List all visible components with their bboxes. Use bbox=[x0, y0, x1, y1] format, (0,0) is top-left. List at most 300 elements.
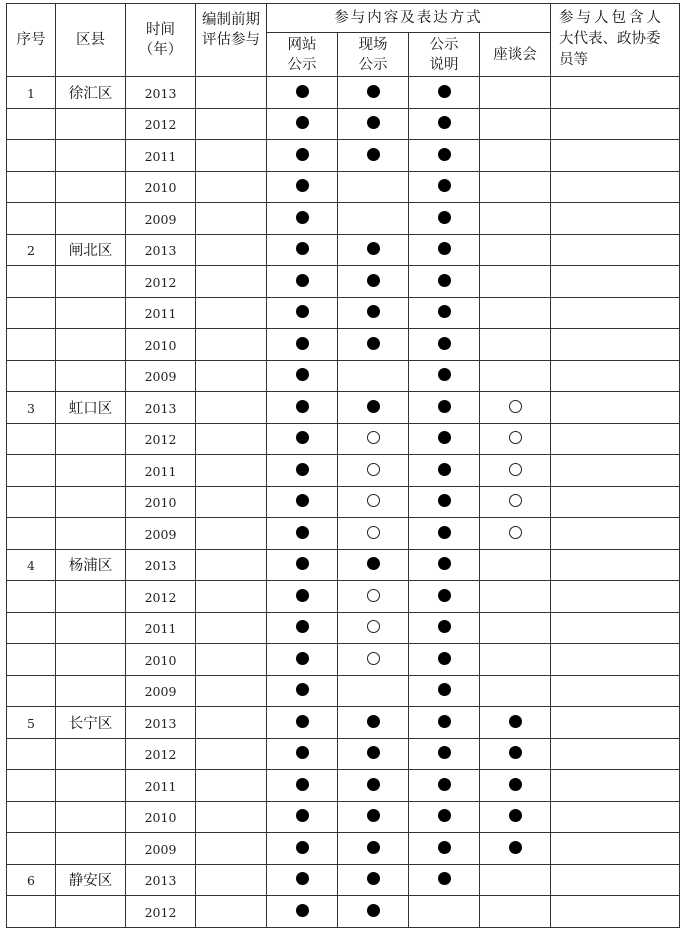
cell-forum bbox=[480, 455, 551, 487]
cell-district bbox=[56, 203, 126, 235]
cell-prelim bbox=[196, 329, 267, 361]
filled-circle-icon bbox=[509, 841, 522, 854]
filled-circle-icon bbox=[438, 305, 451, 318]
cell-website bbox=[267, 392, 338, 424]
cell-forum bbox=[480, 864, 551, 896]
cell-explain bbox=[409, 675, 480, 707]
filled-circle-icon bbox=[438, 211, 451, 224]
header-prelim bbox=[196, 4, 267, 77]
filled-circle-icon bbox=[509, 746, 522, 759]
cell-year-text: 2009 bbox=[144, 684, 177, 700]
table-row bbox=[7, 864, 680, 896]
filled-circle-icon bbox=[296, 557, 309, 570]
cell-website bbox=[267, 612, 338, 644]
cell-district bbox=[56, 675, 126, 707]
cell-seq-text: 1 bbox=[27, 85, 35, 101]
cell-seq bbox=[7, 896, 56, 928]
table-row bbox=[7, 392, 680, 424]
cell-year bbox=[126, 455, 196, 487]
table-row bbox=[7, 549, 680, 581]
filled-circle-icon bbox=[509, 809, 522, 822]
table-row bbox=[7, 581, 680, 613]
cell-website bbox=[267, 140, 338, 172]
cell-seq bbox=[7, 455, 56, 487]
cell-people bbox=[551, 203, 680, 235]
cell-website bbox=[267, 108, 338, 140]
cell-website bbox=[267, 297, 338, 329]
table-body bbox=[7, 77, 680, 928]
filled-circle-icon bbox=[367, 400, 380, 413]
cell-explain bbox=[409, 108, 480, 140]
cell-seq bbox=[7, 770, 56, 802]
cell-district bbox=[56, 770, 126, 802]
cell-explain bbox=[409, 486, 480, 518]
filled-circle-icon bbox=[296, 116, 309, 129]
cell-onsite bbox=[338, 329, 409, 361]
header-district: 区县 bbox=[56, 4, 126, 77]
cell-district-text: 长宁区 bbox=[68, 715, 113, 732]
filled-circle-icon bbox=[438, 746, 451, 759]
cell-people bbox=[551, 896, 680, 928]
cell-people bbox=[551, 581, 680, 613]
filled-circle-icon bbox=[296, 841, 309, 854]
cell-onsite bbox=[338, 266, 409, 298]
table-row bbox=[7, 738, 680, 770]
hollow-circle-icon bbox=[509, 463, 522, 476]
cell-explain bbox=[409, 423, 480, 455]
cell-year-text: 2011 bbox=[144, 463, 177, 479]
cell-forum bbox=[480, 675, 551, 707]
cell-explain bbox=[409, 707, 480, 739]
cell-onsite bbox=[338, 675, 409, 707]
cell-prelim bbox=[196, 644, 267, 676]
filled-circle-icon bbox=[296, 211, 309, 224]
cell-prelim bbox=[196, 581, 267, 613]
cell-people bbox=[551, 675, 680, 707]
cell-seq bbox=[7, 140, 56, 172]
cell-explain bbox=[409, 549, 480, 581]
table-row bbox=[7, 486, 680, 518]
cell-seq bbox=[7, 675, 56, 707]
cell-forum bbox=[480, 108, 551, 140]
cell-year bbox=[126, 770, 196, 802]
filled-circle-icon bbox=[296, 620, 309, 633]
cell-onsite bbox=[338, 392, 409, 424]
cell-explain bbox=[409, 738, 480, 770]
cell-prelim bbox=[196, 171, 267, 203]
table-row bbox=[7, 329, 680, 361]
hollow-circle-icon bbox=[509, 400, 522, 413]
cell-explain bbox=[409, 455, 480, 487]
cell-website bbox=[267, 581, 338, 613]
cell-explain bbox=[409, 360, 480, 392]
cell-year bbox=[126, 486, 196, 518]
cell-onsite bbox=[338, 423, 409, 455]
filled-circle-icon bbox=[509, 715, 522, 728]
cell-prelim bbox=[196, 486, 267, 518]
cell-year bbox=[126, 801, 196, 833]
table-row bbox=[7, 770, 680, 802]
cell-explain bbox=[409, 234, 480, 266]
cell-year bbox=[126, 360, 196, 392]
hollow-circle-icon bbox=[367, 652, 380, 665]
cell-district bbox=[56, 707, 126, 739]
cell-year bbox=[126, 644, 196, 676]
cell-year bbox=[126, 108, 196, 140]
cell-website bbox=[267, 329, 338, 361]
cell-people bbox=[551, 801, 680, 833]
header-onsite-line1: 现场 bbox=[358, 36, 388, 53]
cell-prelim bbox=[196, 203, 267, 235]
cell-year-text: 2012 bbox=[144, 117, 177, 133]
cell-year bbox=[126, 707, 196, 739]
cell-district bbox=[56, 329, 126, 361]
filled-circle-icon bbox=[296, 148, 309, 161]
cell-forum bbox=[480, 801, 551, 833]
cell-district bbox=[56, 77, 126, 109]
cell-prelim bbox=[196, 833, 267, 865]
cell-district bbox=[56, 266, 126, 298]
filled-circle-icon bbox=[367, 841, 380, 854]
filled-circle-icon bbox=[438, 683, 451, 696]
cell-seq bbox=[7, 581, 56, 613]
filled-circle-icon bbox=[438, 557, 451, 570]
table-row bbox=[7, 203, 680, 235]
cell-year-text: 2011 bbox=[144, 778, 177, 794]
table-row bbox=[7, 833, 680, 865]
cell-website bbox=[267, 423, 338, 455]
header-people-line3: 员等 bbox=[559, 52, 588, 68]
cell-people bbox=[551, 707, 680, 739]
filled-circle-icon bbox=[367, 305, 380, 318]
cell-district bbox=[56, 234, 126, 266]
header-time-line1: 时间 bbox=[146, 22, 175, 38]
cell-seq bbox=[7, 203, 56, 235]
cell-people bbox=[551, 455, 680, 487]
cell-forum bbox=[480, 738, 551, 770]
filled-circle-icon bbox=[438, 337, 451, 350]
cell-seq bbox=[7, 644, 56, 676]
cell-district-text: 杨浦区 bbox=[68, 558, 113, 575]
filled-circle-icon bbox=[367, 85, 380, 98]
cell-prelim bbox=[196, 360, 267, 392]
cell-prelim bbox=[196, 675, 267, 707]
filled-circle-icon bbox=[296, 652, 309, 665]
filled-circle-icon bbox=[438, 778, 451, 791]
cell-year-text: 2010 bbox=[144, 337, 177, 353]
hollow-circle-icon bbox=[509, 431, 522, 444]
cell-seq bbox=[7, 549, 56, 581]
filled-circle-icon bbox=[438, 368, 451, 381]
cell-seq bbox=[7, 77, 56, 109]
cell-forum bbox=[480, 581, 551, 613]
cell-prelim bbox=[196, 864, 267, 896]
cell-website bbox=[267, 77, 338, 109]
cell-website bbox=[267, 486, 338, 518]
cell-seq-text: 2 bbox=[27, 243, 35, 259]
cell-year bbox=[126, 675, 196, 707]
filled-circle-icon bbox=[296, 715, 309, 728]
cell-year-text: 2009 bbox=[144, 369, 177, 385]
cell-website bbox=[267, 833, 338, 865]
cell-website bbox=[267, 360, 338, 392]
header-explain-line1: 公示 bbox=[429, 36, 459, 53]
cell-district-text: 虹口区 bbox=[68, 400, 113, 417]
filled-circle-icon bbox=[438, 652, 451, 665]
header-people-line1: 参与人包含人 bbox=[559, 10, 664, 26]
cell-year bbox=[126, 392, 196, 424]
cell-district bbox=[56, 140, 126, 172]
table-row bbox=[7, 612, 680, 644]
cell-year bbox=[126, 423, 196, 455]
cell-year bbox=[126, 266, 196, 298]
filled-circle-icon bbox=[296, 368, 309, 381]
cell-district-text: 闸北区 bbox=[68, 243, 113, 260]
cell-people bbox=[551, 864, 680, 896]
cell-onsite bbox=[338, 644, 409, 676]
filled-circle-icon bbox=[438, 841, 451, 854]
cell-district bbox=[56, 423, 126, 455]
cell-district bbox=[56, 612, 126, 644]
cell-year-text: 2012 bbox=[144, 274, 177, 290]
cell-district bbox=[56, 486, 126, 518]
table-row bbox=[7, 234, 680, 266]
cell-year-text: 2012 bbox=[144, 589, 177, 605]
cell-website bbox=[267, 801, 338, 833]
cell-people bbox=[551, 833, 680, 865]
cell-district bbox=[56, 455, 126, 487]
cell-onsite bbox=[338, 360, 409, 392]
cell-onsite bbox=[338, 108, 409, 140]
cell-year bbox=[126, 896, 196, 928]
cell-prelim bbox=[196, 518, 267, 550]
cell-onsite bbox=[338, 896, 409, 928]
cell-seq-text: 6 bbox=[27, 873, 35, 889]
cell-forum bbox=[480, 392, 551, 424]
table-row bbox=[7, 423, 680, 455]
cell-seq bbox=[7, 423, 56, 455]
cell-year-text: 2009 bbox=[144, 841, 177, 857]
cell-district bbox=[56, 896, 126, 928]
filled-circle-icon bbox=[438, 589, 451, 602]
cell-district bbox=[56, 297, 126, 329]
cell-year-text: 2010 bbox=[144, 495, 177, 511]
cell-onsite bbox=[338, 234, 409, 266]
cell-year-text: 2012 bbox=[144, 904, 177, 920]
cell-people bbox=[551, 234, 680, 266]
filled-circle-icon bbox=[367, 872, 380, 885]
cell-onsite bbox=[338, 171, 409, 203]
table-row bbox=[7, 801, 680, 833]
cell-forum bbox=[480, 833, 551, 865]
cell-onsite bbox=[338, 864, 409, 896]
cell-district bbox=[56, 801, 126, 833]
cell-prelim bbox=[196, 612, 267, 644]
cell-onsite bbox=[338, 140, 409, 172]
cell-onsite bbox=[338, 549, 409, 581]
filled-circle-icon bbox=[296, 274, 309, 287]
cell-year-text: 2010 bbox=[144, 180, 177, 196]
filled-circle-icon bbox=[438, 148, 451, 161]
filled-circle-icon bbox=[367, 274, 380, 287]
cell-people bbox=[551, 549, 680, 581]
cell-prelim bbox=[196, 423, 267, 455]
cell-district bbox=[56, 864, 126, 896]
cell-seq bbox=[7, 864, 56, 896]
cell-website bbox=[267, 738, 338, 770]
cell-district bbox=[56, 518, 126, 550]
cell-year-text: 2012 bbox=[144, 432, 177, 448]
header-website-line1: 网站 bbox=[287, 36, 317, 53]
filled-circle-icon bbox=[296, 400, 309, 413]
cell-website bbox=[267, 707, 338, 739]
cell-onsite bbox=[338, 707, 409, 739]
filled-circle-icon bbox=[367, 746, 380, 759]
cell-year-text: 2012 bbox=[144, 747, 177, 763]
cell-seq bbox=[7, 392, 56, 424]
cell-district bbox=[56, 581, 126, 613]
cell-year-text: 2013 bbox=[144, 243, 177, 259]
hollow-circle-icon bbox=[367, 620, 380, 633]
cell-explain bbox=[409, 77, 480, 109]
cell-forum bbox=[480, 234, 551, 266]
header-time-line2: （年） bbox=[138, 42, 183, 58]
cell-prelim bbox=[196, 707, 267, 739]
cell-people bbox=[551, 77, 680, 109]
cell-year bbox=[126, 234, 196, 266]
cell-prelim bbox=[196, 234, 267, 266]
cell-year-text: 2013 bbox=[144, 400, 177, 416]
cell-website bbox=[267, 234, 338, 266]
cell-seq bbox=[7, 171, 56, 203]
cell-explain bbox=[409, 833, 480, 865]
filled-circle-icon bbox=[438, 526, 451, 539]
cell-forum bbox=[480, 140, 551, 172]
cell-forum bbox=[480, 549, 551, 581]
table-row bbox=[7, 644, 680, 676]
filled-circle-icon bbox=[367, 116, 380, 129]
cell-people bbox=[551, 612, 680, 644]
cell-district bbox=[56, 108, 126, 140]
cell-forum bbox=[480, 203, 551, 235]
cell-seq bbox=[7, 486, 56, 518]
cell-explain bbox=[409, 329, 480, 361]
cell-forum bbox=[480, 77, 551, 109]
cell-people bbox=[551, 770, 680, 802]
table-row bbox=[7, 675, 680, 707]
cell-people bbox=[551, 140, 680, 172]
filled-circle-icon bbox=[438, 179, 451, 192]
cell-prelim bbox=[196, 77, 267, 109]
cell-prelim bbox=[196, 896, 267, 928]
cell-seq bbox=[7, 833, 56, 865]
cell-people bbox=[551, 297, 680, 329]
cell-onsite bbox=[338, 612, 409, 644]
cell-prelim bbox=[196, 108, 267, 140]
cell-prelim bbox=[196, 770, 267, 802]
cell-year-text: 2011 bbox=[144, 148, 177, 164]
hollow-circle-icon bbox=[509, 494, 522, 507]
cell-website bbox=[267, 549, 338, 581]
header-onsite bbox=[338, 33, 409, 77]
cell-seq bbox=[7, 738, 56, 770]
cell-seq bbox=[7, 801, 56, 833]
cell-seq bbox=[7, 329, 56, 361]
cell-seq bbox=[7, 297, 56, 329]
filled-circle-icon bbox=[296, 683, 309, 696]
cell-people bbox=[551, 266, 680, 298]
table-header bbox=[7, 4, 680, 77]
cell-year bbox=[126, 518, 196, 550]
cell-forum bbox=[480, 612, 551, 644]
filled-circle-icon bbox=[438, 85, 451, 98]
cell-seq bbox=[7, 707, 56, 739]
cell-district bbox=[56, 738, 126, 770]
cell-website bbox=[267, 266, 338, 298]
cell-explain bbox=[409, 770, 480, 802]
cell-people bbox=[551, 171, 680, 203]
cell-explain bbox=[409, 518, 480, 550]
filled-circle-icon bbox=[438, 715, 451, 728]
filled-circle-icon bbox=[367, 904, 380, 917]
cell-forum bbox=[480, 486, 551, 518]
hollow-circle-icon bbox=[367, 431, 380, 444]
cell-year-text: 2013 bbox=[144, 715, 177, 731]
filled-circle-icon bbox=[296, 337, 309, 350]
cell-website bbox=[267, 644, 338, 676]
cell-forum bbox=[480, 423, 551, 455]
cell-prelim bbox=[196, 140, 267, 172]
filled-circle-icon bbox=[296, 904, 309, 917]
cell-year bbox=[126, 864, 196, 896]
cell-onsite bbox=[338, 581, 409, 613]
filled-circle-icon bbox=[367, 148, 380, 161]
cell-year-text: 2013 bbox=[144, 873, 177, 889]
cell-onsite bbox=[338, 455, 409, 487]
cell-prelim bbox=[196, 738, 267, 770]
cell-year bbox=[126, 581, 196, 613]
cell-prelim bbox=[196, 297, 267, 329]
hollow-circle-icon bbox=[367, 494, 380, 507]
header-explain-line2: 说明 bbox=[429, 56, 459, 73]
header-seq: 序号 bbox=[7, 4, 56, 77]
cell-year bbox=[126, 612, 196, 644]
cell-year-text: 2013 bbox=[144, 558, 177, 574]
cell-onsite bbox=[338, 486, 409, 518]
table-row bbox=[7, 896, 680, 928]
cell-year bbox=[126, 738, 196, 770]
filled-circle-icon bbox=[438, 274, 451, 287]
header-people bbox=[551, 4, 680, 77]
cell-website bbox=[267, 896, 338, 928]
filled-circle-icon bbox=[438, 242, 451, 255]
cell-people bbox=[551, 423, 680, 455]
cell-onsite bbox=[338, 801, 409, 833]
header-time bbox=[126, 4, 196, 77]
cell-onsite bbox=[338, 738, 409, 770]
cell-forum bbox=[480, 360, 551, 392]
cell-explain bbox=[409, 203, 480, 235]
filled-circle-icon bbox=[367, 809, 380, 822]
filled-circle-icon bbox=[438, 872, 451, 885]
cell-seq-text: 3 bbox=[27, 400, 35, 416]
table-row bbox=[7, 297, 680, 329]
cell-prelim bbox=[196, 549, 267, 581]
cell-seq bbox=[7, 518, 56, 550]
cell-seq bbox=[7, 612, 56, 644]
filled-circle-icon bbox=[296, 526, 309, 539]
header-explain bbox=[409, 33, 480, 77]
